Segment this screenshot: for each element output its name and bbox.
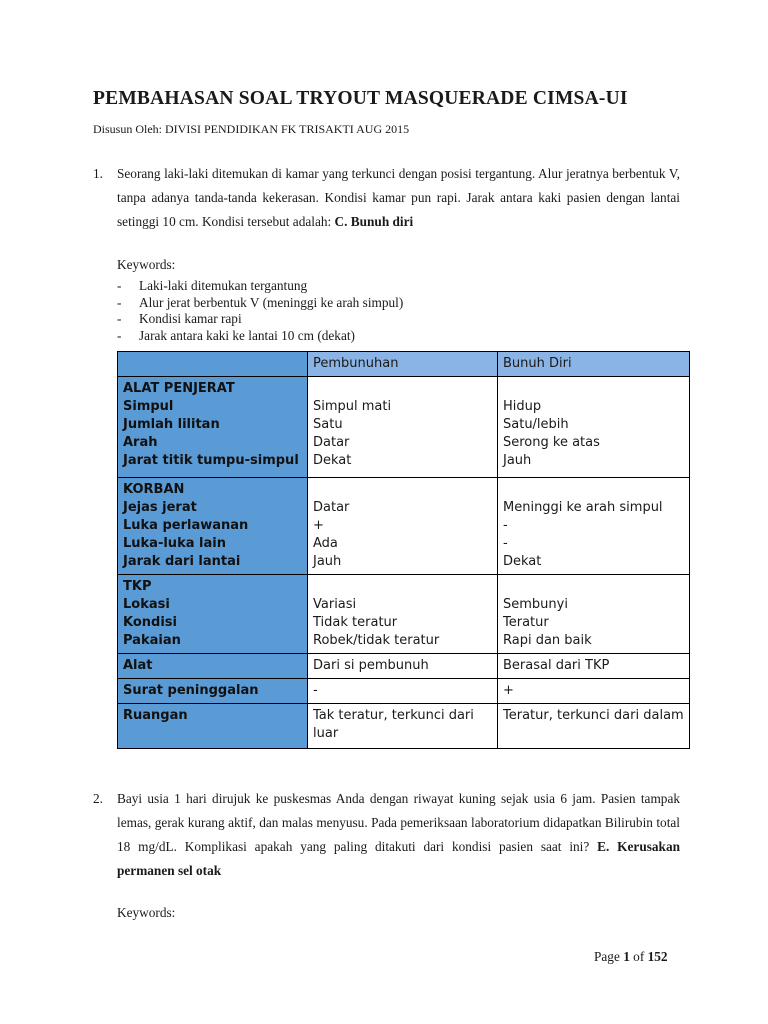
table-cell	[498, 679, 690, 704]
keyword-item	[117, 278, 403, 295]
question-1-body: Seorang laki-laki ditemukan di kamar yang terkunci dengan posisi tergantung. Alur jeratnya berbentuk V, tanpa adanya tanda-tanda kekerasan. Kondisi kamar pun rapi. Jarak antara kaki pasien dengan lantai setinggi 10 cm. Kondisi tersebut adalah:	[117, 166, 680, 229]
table-row	[118, 575, 690, 654]
total-pages: 152	[647, 949, 668, 964]
table-cell	[308, 679, 498, 704]
table-cell	[498, 704, 690, 749]
cell-line: Rapi dan baik	[503, 633, 592, 648]
cell-line: Kondisi	[123, 615, 177, 630]
cell-line: Teratur, terkunci dari dalam	[503, 708, 684, 723]
page-word: Page	[594, 949, 620, 964]
cell-line: Arah	[123, 435, 158, 450]
table-cell	[308, 377, 498, 478]
cell-line: Satu	[313, 417, 343, 432]
document-author: Disusun Oleh: DIVISI PENDIDIKAN FK TRISAKTI AUG 2015	[93, 122, 410, 136]
table-row	[118, 704, 690, 749]
cell-line: Dekat	[503, 554, 542, 569]
question-1-text	[117, 162, 680, 234]
cell-line: Dekat	[313, 453, 352, 468]
keyword-text: Alur jerat berbentuk V (meninggi ke arah simpul)	[139, 294, 404, 310]
cell-line: Hidup	[503, 399, 542, 414]
bullet-dash: -	[117, 278, 122, 293]
cell-line: Jarak dari lantai	[123, 554, 241, 569]
cell-line: Tak teratur, terkunci dari	[313, 708, 474, 723]
keyword-text: Kondisi kamar rapi	[139, 311, 242, 326]
cell-line	[503, 380, 684, 398]
cell-line: Luka-luka lain	[123, 536, 226, 551]
cell-line	[503, 481, 684, 499]
table-cell	[118, 575, 308, 654]
cell-line: TKP	[123, 579, 152, 594]
bullet-dash: -	[117, 294, 122, 310]
table-cell	[308, 654, 498, 679]
cell-line: Simpul	[123, 399, 174, 414]
cell-line: -	[503, 518, 508, 533]
table-row	[118, 377, 690, 478]
table-cell	[498, 654, 690, 679]
cell-line	[313, 380, 492, 398]
table-cell	[498, 575, 690, 654]
cell-line: KORBAN	[123, 482, 185, 497]
table-cell	[118, 679, 308, 704]
table-header-cell	[118, 352, 308, 377]
cell-line: Jauh	[503, 453, 532, 468]
question-1-number: 1.	[93, 166, 103, 181]
cell-line: Jumlah lilitan	[123, 417, 220, 432]
cell-line: +	[503, 683, 514, 698]
cell-line: Tidak teratur	[313, 615, 398, 630]
table-row	[118, 478, 690, 575]
question-2-keywords-label: Keywords:	[117, 905, 176, 920]
cell-line: Simpul mati	[313, 399, 392, 414]
table-cell	[498, 478, 690, 575]
table-cell	[118, 704, 308, 749]
document-title: PEMBAHASAN SOAL TRYOUT MASQUERADE CIMSA-UI	[93, 88, 628, 109]
table-cell	[118, 478, 308, 575]
cell-line: Sembunyi	[503, 597, 568, 612]
cell-line: ALAT PENJERAT	[123, 381, 235, 396]
cell-line: Luka perlawanan	[123, 518, 249, 533]
question-2-answer: E. Kerusakan permanen sel otak	[117, 839, 680, 878]
question-1-answer: C. Bunuh diri	[334, 214, 414, 229]
table-cell	[118, 377, 308, 478]
cell-line: Dari si pembunuh	[313, 658, 429, 673]
table-cell	[308, 478, 498, 575]
of-word: of	[633, 949, 645, 964]
current-page: 1	[623, 949, 630, 964]
cell-line: Serong ke atas	[503, 435, 600, 450]
cell-line: Alat	[123, 658, 153, 673]
question-1-keywords-label: Keywords:	[117, 257, 176, 272]
question-2-text	[117, 787, 680, 883]
cell-line: Lokasi	[123, 597, 170, 612]
cell-line: Surat peninggalan	[123, 683, 259, 698]
comparison-table	[117, 351, 690, 749]
cell-line: Jejas jerat	[123, 500, 197, 515]
cell-line: Datar	[313, 500, 350, 515]
keyword-item	[117, 311, 403, 328]
cell-line: Ada	[313, 536, 338, 551]
cell-line	[503, 578, 684, 596]
question-2-body: Bayi usia 1 hari dirujuk ke puskesmas Anda dengan riwayat kuning sejak usia 6 jam. Pasien tampak lemas, gerak kurang aktif, dan malas menyusu. Pada pemeriksaan laboratorium didapatkan Bilirubin total 18 mg/dL. Komplikasi apakah yang paling ditakuti dari kondisi pasien saat ini?	[117, 791, 680, 854]
cell-line: Meninggi ke arah simpul	[503, 500, 663, 515]
cell-line: Ruangan	[123, 708, 188, 723]
cell-line: Berasal dari TKP	[503, 658, 610, 673]
table-row	[118, 679, 690, 704]
table-cell	[498, 377, 690, 478]
cell-line: Jauh	[313, 554, 342, 569]
keyword-text: Laki-laki ditemukan tergantung	[139, 278, 308, 293]
table-header-cell: Bunuh Diri	[498, 352, 690, 377]
cell-line: Jarat titik tumpu-simpul	[123, 453, 299, 468]
table-header-cell: Pembunuhan	[308, 352, 498, 377]
cell-line	[313, 578, 492, 596]
keyword-item	[117, 328, 403, 345]
cell-line	[313, 481, 492, 499]
cell-line: luar	[313, 726, 339, 741]
cell-line: Teratur	[503, 615, 549, 630]
cell-line: Datar	[313, 435, 350, 450]
table-header-row	[118, 352, 690, 377]
keyword-item	[117, 295, 403, 312]
cell-line: Satu/lebih	[503, 417, 569, 432]
bullet-dash: -	[117, 311, 122, 326]
cell-line: +	[313, 518, 324, 533]
bullet-dash: -	[117, 327, 122, 343]
cell-line: Variasi	[313, 597, 357, 612]
cell-line: Pakaian	[123, 633, 181, 648]
table-cell	[118, 654, 308, 679]
table-row	[118, 654, 690, 679]
keyword-text: Jarak antara kaki ke lantai 10 cm (dekat)	[139, 327, 355, 343]
table-cell	[308, 704, 498, 749]
cell-line: -	[313, 683, 318, 698]
cell-line: Robek/tidak teratur	[313, 633, 440, 648]
cell-line: -	[503, 536, 508, 551]
table-cell	[308, 575, 498, 654]
page-number	[594, 949, 668, 965]
question-1-keywords-list	[117, 278, 403, 344]
question-2-number: 2.	[93, 791, 103, 806]
